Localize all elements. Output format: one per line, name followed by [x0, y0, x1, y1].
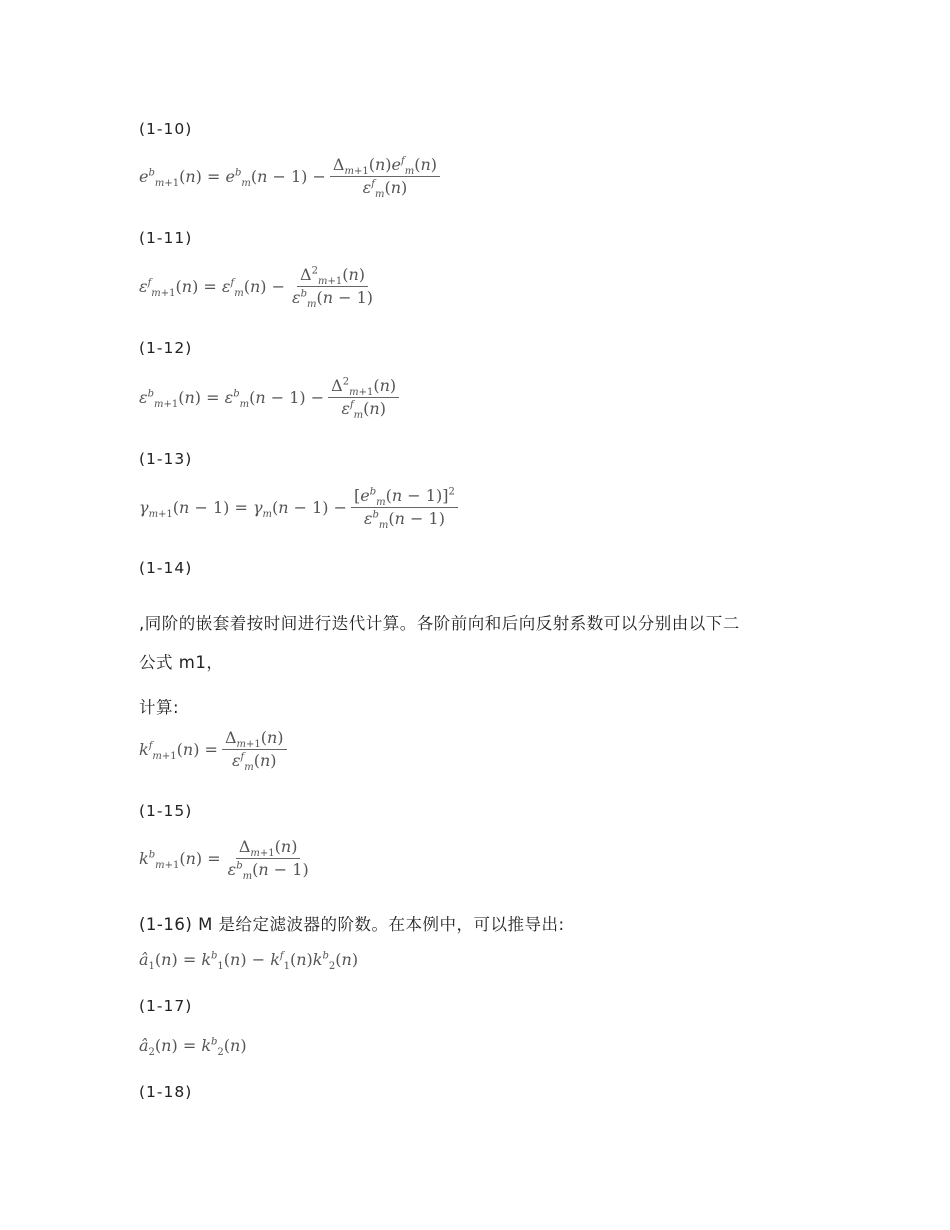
- body-paragraph-line: ,同阶的嵌套着按时间进行迭代计算。各阶前向和后向反射系数可以分别由以下二: [139, 614, 740, 633]
- equation-a2: [139, 1036, 247, 1059]
- equation-1-13: [139, 376, 403, 422]
- equation-a1: [139, 950, 359, 973]
- equation-reflection-backward: [139, 837, 316, 883]
- equation-number: (1-13): [139, 450, 193, 468]
- body-paragraph-line: 计算:: [139, 698, 180, 717]
- equation-formula: $\gamma_{m+1}(n - 1) = \gamma_m(n - 1)$ −: [139, 498, 348, 521]
- equation-fraction: $\frac{\Delta_{m+1}(n)}{\varepsilon^b_m(n - 1)}$: [227, 837, 309, 883]
- equation-number: (1-14): [139, 559, 193, 577]
- equation-fraction: $\frac{\Delta_{m+1}(n)e^f_m(n)}{\varepsilon^f_m(n)}$: [330, 156, 440, 198]
- equation-formula: $k^f_{m+1}(n)$ =: [139, 740, 218, 763]
- equation-formula: $k^b_{m+1}(n)$ =: [139, 849, 221, 872]
- equation-1-12: [139, 265, 380, 311]
- equation-formula: $â_1(n) = k^b_1(n) - k^f_1(n)k^b_2(n)$: [139, 950, 359, 973]
- equation-fraction: $\frac{\Delta^2_{m+1}(n)}{\varepsilon^b_m(n - 1)}$: [292, 265, 374, 311]
- equation-number: (1-15): [139, 802, 193, 820]
- equation-number: (1-17): [139, 997, 193, 1015]
- equation-formula: $e^b_{m+1}(n) = e^b_m(n - 1)$ −: [139, 167, 326, 190]
- equation-number: (1-12): [139, 339, 193, 357]
- equation-number: (1-11): [139, 229, 193, 247]
- body-paragraph-line: (1-16) M 是给定滤波器的阶数。在本例中，可以推导出:: [139, 915, 565, 934]
- equation-1-11: [139, 155, 444, 201]
- equation-fraction: $\frac{\Delta^2_{m+1}(n)}{\varepsilon^f_m(n)}$: [328, 377, 399, 419]
- equation-number: (1-10): [139, 120, 193, 138]
- equation-number: (1-18): [139, 1083, 193, 1101]
- equation-reflection-forward: [139, 728, 291, 774]
- equation-1-14: [139, 486, 462, 532]
- equation-fraction: $\frac{\Delta_{m+1}(n)}{\varepsilon^f_m(n)}$: [222, 729, 287, 771]
- equation-formula: $\varepsilon^b_{m+1}(n) = \varepsilon^b_m(n - 1)$ −: [139, 388, 325, 411]
- equation-formula: $\varepsilon^f_{m+1}(n) = \varepsilon^f_m(n)$ −: [139, 277, 285, 300]
- equation-formula: $â_2(n) = k^b_2(n)$: [139, 1036, 247, 1059]
- body-paragraph-line: 公式 m1，: [139, 653, 224, 672]
- equation-fraction: $\frac{[e^b_m(n - 1)]^2}{\varepsilon^b_m(n - 1)}$: [351, 487, 458, 529]
